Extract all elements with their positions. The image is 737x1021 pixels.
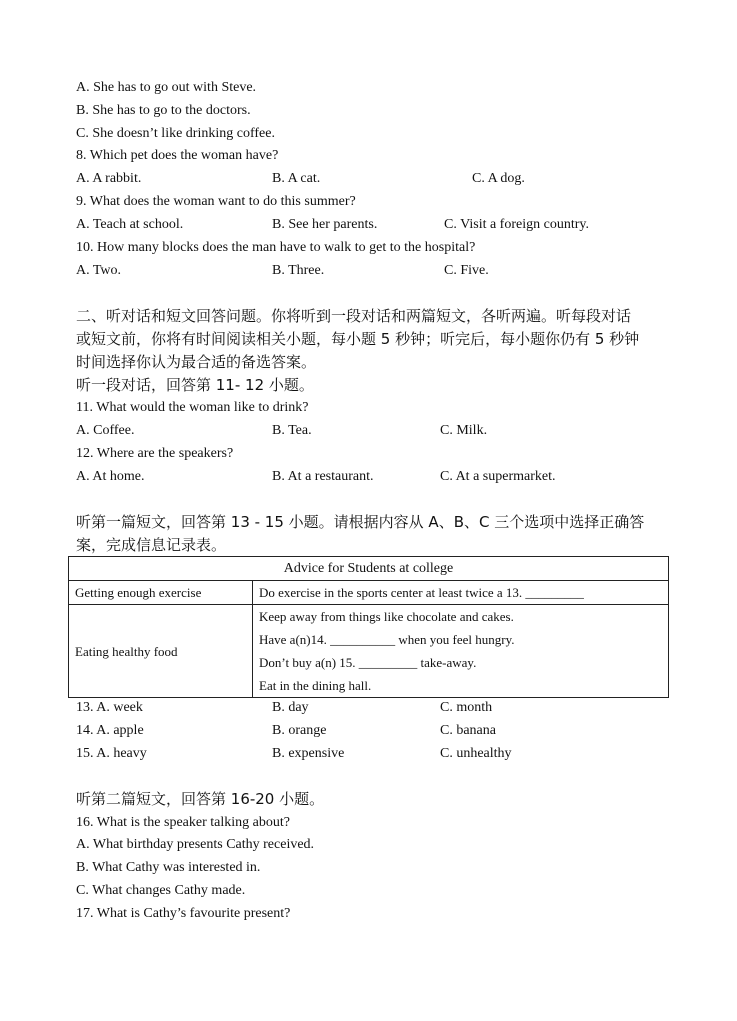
q16-option-a: A. What birthday presents Cathy received. (76, 837, 315, 852)
table-row-label: Eating healthy food (69, 605, 253, 698)
q12-option-b: B. At a restaurant. (272, 469, 374, 484)
q9-option-b: B. See her parents. (272, 217, 378, 232)
q13-option-b: B. day (272, 700, 309, 715)
table-line: Eat in the dining hall. (259, 678, 372, 693)
passage2-intro: 听第二篇短文，回答第 16-20 小题。 (76, 790, 325, 808)
passage1-intro-line-2: 案，完成信息记录表。 (76, 536, 227, 554)
q10-option-b: B. Three. (272, 263, 325, 278)
passage1-intro-line-1: 听第一篇短文，回答第 13 - 15 小题。请根据内容从 A、B、C 三个选项中选择正确答 (76, 513, 645, 531)
q15-option-a: 15. A. heavy (76, 746, 147, 761)
table-line: Don’t buy a(n) 15. _________ take-away. (259, 655, 477, 670)
q8-option-c: C. A dog. (472, 171, 525, 186)
q13-option-c: C. month (440, 700, 493, 715)
part2-heading-line-3: 时间选择你认为最合适的备选答案。 (76, 353, 317, 371)
q8-option-b: B. A cat. (272, 171, 321, 186)
q8-option-a: A. A rabbit. (76, 171, 142, 186)
table-row-label: Getting enough exercise (69, 581, 253, 605)
q7-option-c: C. She doesn’t like drinking coffee. (76, 126, 275, 141)
q10-question: 10. How many blocks does the man have to walk to get to the hospital? (76, 240, 476, 255)
table-title: Advice for Students at college (69, 557, 669, 581)
table-line: Have a(n)14. __________ when you feel hungry. (259, 632, 515, 647)
table-row-content (253, 605, 669, 698)
part2-heading-line-1: 二、听对话和短文回答问题。你将听到一段对话和两篇短文，各听两遍。听每段对话 (76, 307, 632, 325)
q14-option-a: 14. A. apple (76, 723, 144, 738)
q10-option-a: A. Two. (76, 263, 122, 278)
q15-option-b: B. expensive (272, 746, 345, 761)
q7-option-a: A. She has to go out with Steve. (76, 80, 257, 95)
q14-option-c: C. banana (440, 723, 496, 738)
q11-question: 11. What would the woman like to drink? (76, 400, 309, 415)
q16-option-b: B. What Cathy was interested in. (76, 860, 261, 875)
q9-question: 9. What does the woman want to do this summer? (76, 194, 356, 209)
q10-option-c: C. Five. (444, 263, 489, 278)
q12-option-a: A. At home. (76, 469, 145, 484)
q15-option-c: C. unhealthy (440, 746, 512, 761)
q17-question: 17. What is Cathy’s favourite present? (76, 906, 291, 921)
q9-option-a: A. Teach at school. (76, 217, 184, 232)
q7-option-b: B. She has to go to the doctors. (76, 103, 251, 118)
q11-option-a: A. Coffee. (76, 423, 135, 438)
q12-option-c: C. At a supermarket. (440, 469, 556, 484)
table-row-content: Do exercise in the sports center at least twice a 13. _________ (253, 581, 669, 605)
q16-question: 16. What is the speaker talking about? (76, 815, 290, 830)
table-line: Keep away from things like chocolate and cakes. (259, 609, 514, 624)
part2-heading-line-2: 或短文前，你将有时间阅读相关小题，每小题 5 秒钟；听完后，每小题你仍有 5 秒钟 (76, 330, 640, 348)
q14-option-b: B. orange (272, 723, 327, 738)
q8-question: 8. Which pet does the woman have? (76, 148, 279, 163)
q9-option-c: C. Visit a foreign country. (444, 217, 589, 232)
q12-question: 12. Where are the speakers? (76, 446, 234, 461)
info-record-table (68, 556, 669, 698)
dialog-intro: 听一段对话，回答第 11- 12 小题。 (76, 376, 314, 394)
q11-option-c: C. Milk. (440, 423, 488, 438)
q11-option-b: B. Tea. (272, 423, 312, 438)
q16-option-c: C. What changes Cathy made. (76, 883, 246, 898)
q13-option-a: 13. A. week (76, 700, 143, 715)
